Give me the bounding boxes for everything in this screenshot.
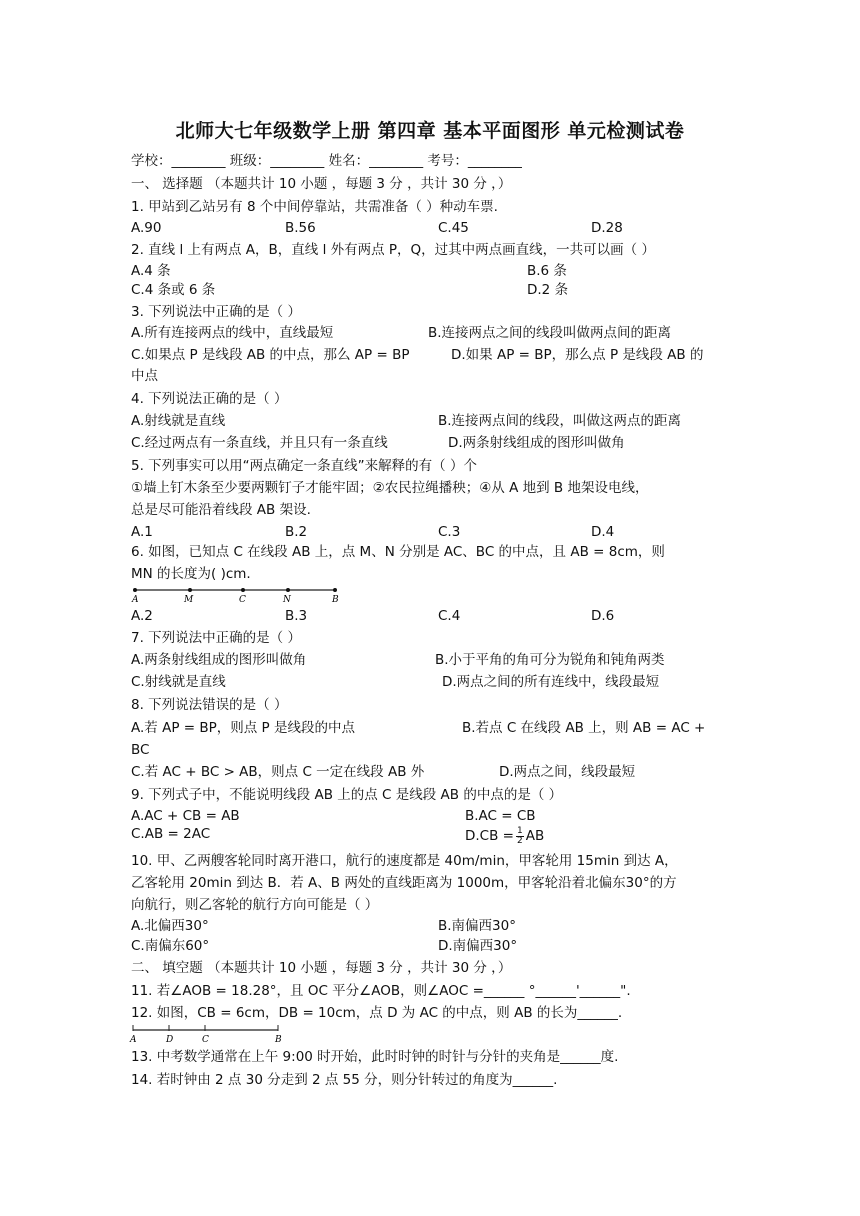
label-n: N	[283, 595, 291, 605]
label-c: C	[202, 1035, 209, 1045]
question-8-stem: 8. 下列说法错误的是（ ）	[131, 697, 288, 713]
q9-option-c: C.AB = 2AC	[131, 826, 211, 842]
question-1-stem: 1. 甲站到乙站另有 8 个中间停靠站，共需准备（ ）种动车票.	[131, 199, 498, 215]
label-d: D	[166, 1035, 174, 1045]
q5-statements-cont: 总是尽可能沿着线段 AB 架设.	[131, 502, 311, 518]
label-b: B	[275, 1035, 282, 1045]
q9-option-b: B.AC = CB	[465, 808, 536, 824]
question-14: 14. 若时钟由 2 点 30 分走到 2 点 55 分，则分针转过的角度为______.	[131, 1072, 558, 1088]
fraction-one-half	[516, 827, 524, 846]
label-a: A	[130, 1035, 137, 1045]
question-6-stem: 6. 如图，已知点 C 在线段 AB 上，点 M、N 分别是 AC、BC 的中点，且 AB = 8cm，则	[131, 544, 665, 560]
q3-option-b: B.连接两点之间的线段叫做两点间的距离	[428, 325, 672, 341]
q2-option-c: C.4 条或 6 条	[131, 282, 216, 298]
q4-option-d: D.两条射线组成的图形叫做角	[448, 435, 625, 451]
question-12-stem: 12. 如图，CB = 6cm，DB = 10cm，点 D 为 AC 的中点，则 AB 的长为______.	[131, 1005, 623, 1021]
fraction-denominator: 2	[516, 835, 523, 846]
q1-option-c: C.45	[438, 220, 469, 236]
q10-option-c: C.南偏东60°	[131, 938, 210, 954]
point-m	[188, 588, 192, 592]
label-b: B	[332, 595, 339, 605]
q8-option-b-cont: BC	[131, 742, 150, 758]
segment-figure-q12	[128, 1024, 288, 1046]
q4-option-c: C.经过两点有一条直线，并且只有一条直线	[131, 435, 388, 451]
q9-option-d	[465, 826, 544, 846]
q4-option-b: B.连接两点间的线段，叫做这两点的距离	[438, 413, 682, 429]
q8-option-a: A.若 AP = BP，则点 P 是线段的中点	[131, 720, 355, 736]
q9-d-suffix: AB	[525, 828, 545, 844]
section-heading-fill: 二、 填空题 （本题共计 10 小题 ，每题 3 分 ，共计 30 分 ，）	[131, 960, 512, 976]
point-a	[133, 588, 137, 592]
label-c: C	[239, 595, 246, 605]
question-9-stem: 9. 下列式子中，不能说明线段 AB 上的点 C 是线段 AB 的中点的是（ ）	[131, 787, 563, 803]
point-c	[241, 588, 245, 592]
q6-stem-cont: MN 的长度为( )cm.	[131, 566, 251, 582]
q3-option-a: A.所有连接两点的线中，直线最短	[131, 325, 334, 341]
q8-option-b: B.若点 C 在线段 AB 上，则 AB = AC +	[462, 720, 706, 736]
q5-option-c: C.3	[438, 524, 461, 540]
label-a: A	[132, 595, 139, 605]
question-3-stem: 3. 下列说法中正确的是（ ）	[131, 304, 301, 320]
question-4-stem: 4. 下列说法正确的是（ ）	[131, 391, 288, 407]
q7-option-a: A.两条射线组成的图形叫做角	[131, 652, 307, 668]
q9-d-prefix: D.CB =	[465, 828, 514, 844]
q9-option-a: A.AC + CB = AB	[131, 808, 240, 824]
question-10-line-2: 乙客轮用 20min 到达 B．若 A、B 两处的直线距离为 1000m，甲客轮沿着北偏东30°的方	[131, 875, 677, 891]
q7-option-b: B.小于平角的角可分为锐角和钝角两类	[435, 652, 665, 668]
q10-option-d: D.南偏西30°	[438, 938, 518, 954]
q8-option-c: C.若 AC + BC > AB，则点 C 一定在线段 AB 外	[131, 764, 425, 780]
q1-option-a: A.90	[131, 220, 162, 236]
q6-option-d: D.6	[591, 608, 615, 624]
fraction-numerator: 1	[516, 825, 523, 836]
q8-option-d: D.两点之间，线段最短	[499, 764, 636, 780]
point-n	[286, 588, 290, 592]
section-heading-choice: 一、 选择题 （本题共计 10 小题 ，每题 3 分 ，共计 30 分 ，）	[131, 176, 512, 192]
q5-option-b: B.2	[285, 524, 308, 540]
question-10-line-3: 向航行，则乙客轮的航行方向可能是（ ）	[131, 897, 379, 913]
q2-option-b: B.6 条	[527, 263, 567, 279]
q1-option-d: D.28	[591, 220, 623, 236]
q5-option-d: D.4	[591, 524, 615, 540]
q1-option-b: B.56	[285, 220, 316, 236]
page-title: 北师大七年级数学上册 第四章 基本平面图形 单元检测试卷	[175, 120, 685, 142]
point-b	[333, 588, 337, 592]
question-13: 13. 中考数学通常在上午 9:00 时开始，此时时钟的时针与分针的夹角是______度.	[131, 1049, 619, 1065]
q3-option-c: C.如果点 P 是线段 AB 的中点，那么 AP = BP	[131, 347, 410, 363]
q5-option-a: A.1	[131, 524, 153, 540]
question-5-stem: 5. 下列事实可以用“两点确定一条直线”来解释的有（ ）个	[131, 458, 477, 474]
question-11: 11. 若∠AOB = 18.28°，且 OC 平分∠AOB，则∠AOC =______ °______'______".	[131, 983, 631, 999]
q7-option-c: C.射线就是直线	[131, 674, 226, 690]
q7-option-d: D.两点之间的所有连线中，线段最短	[442, 674, 660, 690]
student-info-line: 学校：________ 班级：________ 姓名：________ 考号：________	[131, 153, 522, 169]
q4-option-a: A.射线就是直线	[131, 413, 226, 429]
q2-option-a: A.4 条	[131, 263, 171, 279]
label-m: M	[184, 595, 194, 605]
q2-option-d: D.2 条	[527, 282, 569, 298]
question-2-stem: 2. 直线 l 上有两点 A，B，直线 l 外有两点 P，Q，过其中两点画直线，一共可以画（ ）	[131, 242, 655, 258]
q6-option-b: B.3	[285, 608, 308, 624]
question-10-line-1: 10. 甲、乙两艘客轮同时离开港口，航行的速度都是 40m/min，甲客轮用 15min 到达 A，	[131, 853, 678, 869]
q3-option-d: D.如果 AP = BP，那么点 P 是线段 AB 的	[451, 347, 704, 363]
q5-statements: ①墙上钉木条至少要两颗钉子才能牢固；②农民拉绳播秧；④从 A 地到 B 地架设电线，	[131, 480, 649, 496]
q3-option-d-cont: 中点	[131, 368, 158, 384]
segment-figure-q6	[128, 584, 348, 608]
q10-option-a: A.北偏西30°	[131, 918, 209, 934]
q6-option-c: C.4	[438, 608, 461, 624]
q10-option-b: B.南偏西30°	[438, 918, 516, 934]
q6-option-a: A.2	[131, 608, 153, 624]
question-7-stem: 7. 下列说法中正确的是（ ）	[131, 630, 301, 646]
